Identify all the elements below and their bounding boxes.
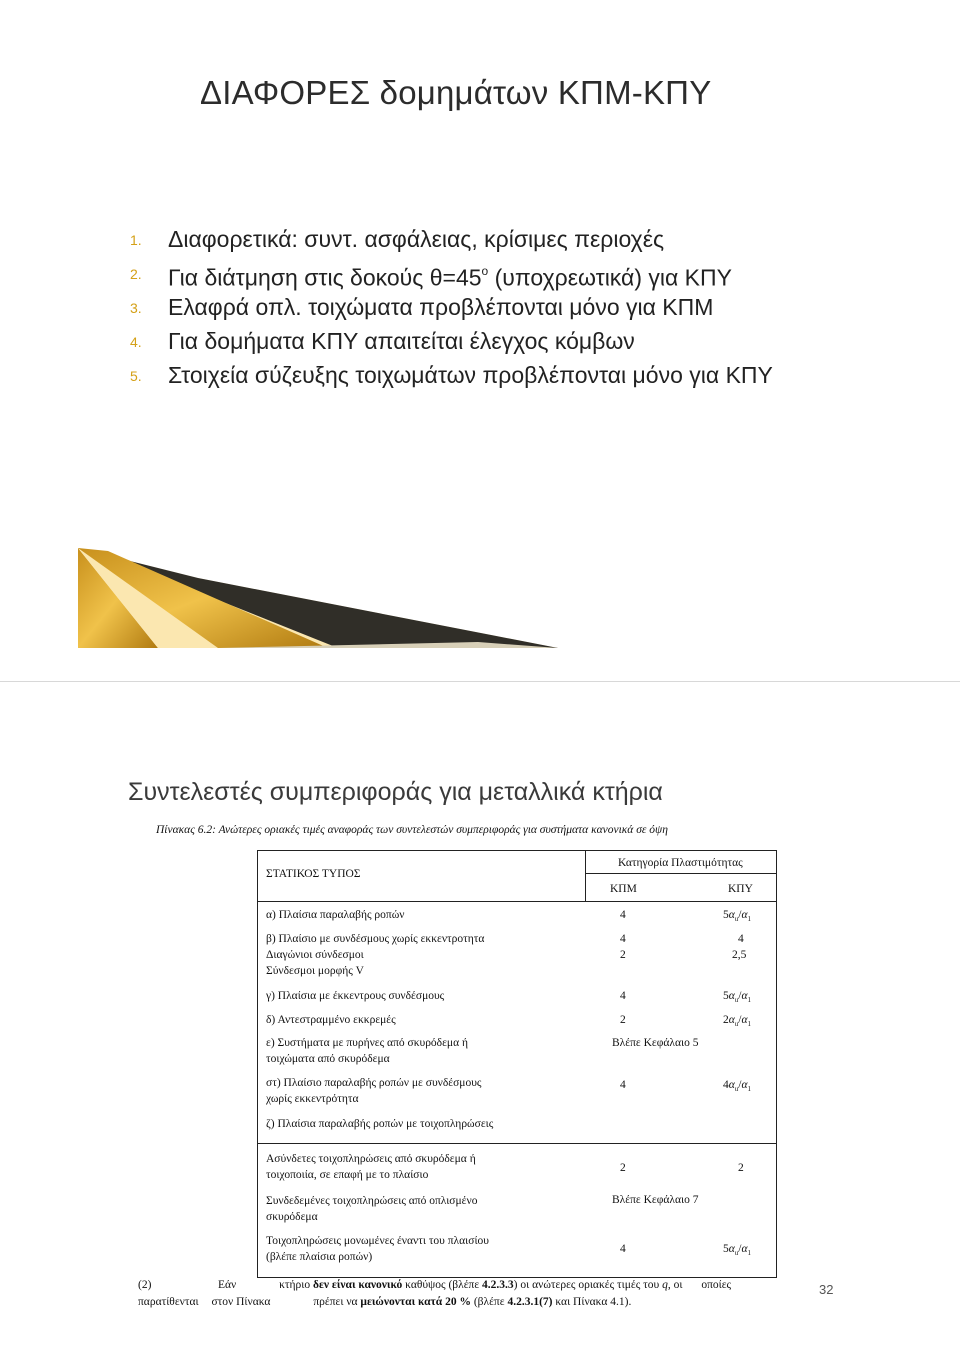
slide-2 [0, 682, 960, 1367]
row-g3-kpm: 4 [620, 1243, 626, 1255]
alpha-1: α [741, 1014, 748, 1026]
alpha-u: α [728, 1243, 735, 1255]
slash: / [738, 990, 742, 1002]
list-text-part: (υποχρεωτικά) για ΚΠΥ [488, 264, 732, 291]
list-text: Στοιχεία σύζευξης τοιχωμάτων προβλέπονται μόνο για ΚΠΥ [168, 362, 773, 388]
superscript: o [481, 264, 489, 278]
alpha-1: α [741, 990, 748, 1002]
footnote-line2 [138, 1296, 631, 1308]
slide-title: Συντελεστές συμπεριφοράς για μεταλλικά κτήρια [128, 778, 663, 806]
alpha-u: α [728, 990, 735, 1002]
list-text: Για δομήματα ΚΠΥ απαιτείται έλεγχος κόμβων [168, 328, 635, 354]
row-a-kpm: 4 [620, 909, 626, 921]
row-b-sub1: Διαγώνιοι σύνδεσμοι [266, 949, 364, 961]
coef: 4 [723, 1079, 729, 1091]
row-d-kpm: 2 [620, 1014, 626, 1026]
slide-1 [0, 0, 960, 680]
row-b-kpy2: 2,5 [732, 949, 747, 961]
list-text [168, 256, 732, 295]
alpha-u: α [728, 1014, 735, 1026]
row-a-label: α) Πλαίσια παραλαβής ροπών [266, 909, 405, 921]
list-number: 2. [130, 266, 142, 282]
row-b-kpm2: 2 [620, 949, 626, 961]
footnote-text: , οι [667, 1279, 683, 1291]
row-f-label-cont: χωρίς εκκεντρότητα [266, 1093, 359, 1105]
alpha-u-sub: u [734, 996, 739, 1004]
header-kpy: ΚΠΥ [728, 883, 753, 895]
row-e-label-cont: τοιχώματα από σκυρόδεμα [266, 1053, 390, 1065]
row-a-kpy [723, 909, 751, 921]
slash: / [738, 1243, 742, 1255]
alpha-1-sub: 1 [747, 1020, 752, 1028]
list-text: Διαφορετικά: συντ. ασφάλειας, κρίσιμες περιοχές [168, 226, 665, 252]
footnote-bold: μειώνονται κατά 20 % [360, 1296, 471, 1308]
row-divider [258, 1143, 776, 1144]
footnote-text: πρέπει να [313, 1296, 358, 1308]
footnote-text: παρατίθενται [138, 1296, 199, 1308]
row-e-label: ε) Συστήματα με πυρήνες από σκυρόδεμα ή [266, 1037, 469, 1049]
coef: 5 [723, 1243, 729, 1255]
footnote-line1 [218, 1279, 731, 1291]
page-number: 32 [819, 1282, 834, 1297]
alpha-1: α [741, 909, 748, 921]
coef: 2 [723, 1014, 729, 1026]
behavior-factor-table [257, 850, 777, 1278]
footnote-marker: (2) [138, 1279, 152, 1291]
footnote-text: οποίες [701, 1279, 732, 1291]
list-number: 4. [130, 334, 142, 350]
slash: / [738, 909, 742, 921]
alpha-u-sub: u [734, 1085, 739, 1093]
footnote-ref: 4.2.3.3 [482, 1279, 514, 1291]
row-f-label: στ) Πλαίσιο παραλαβής ροπών με συνδέσμους [266, 1077, 482, 1089]
header-divider [258, 901, 776, 902]
row-e-value: Βλέπε Κεφάλαιο 5 [612, 1037, 699, 1049]
row-b-sub2: Σύνδεσμοι μορφής V [266, 965, 364, 977]
alpha-u-sub: u [734, 1249, 739, 1257]
row-g1-kpy: 2 [738, 1162, 744, 1174]
alpha-u-sub: u [734, 915, 739, 923]
slash: / [738, 1014, 742, 1026]
alpha-1-sub: 1 [747, 915, 752, 923]
list-number: 5. [130, 368, 142, 384]
row-f-kpm: 4 [620, 1079, 626, 1091]
footnote-text: στον Πίνακα [211, 1296, 271, 1308]
alpha-u: α [728, 909, 735, 921]
header-category: Κατηγορία Πλαστιμότητας [618, 857, 743, 869]
row-g3-kpy [723, 1243, 751, 1255]
row-b-label: β) Πλαίσιο με συνδέσμους χωρίς εκκεντροτητα [266, 933, 485, 945]
row-c-kpm: 4 [620, 990, 626, 1002]
alpha-1: α [741, 1243, 748, 1255]
row-g3-label-cont: (βλέπε πλαίσια ροπών) [266, 1251, 373, 1263]
row-d-kpy [723, 1014, 751, 1026]
footnote-ref: 4.2.3.1(7) [507, 1296, 553, 1308]
row-f-kpy [723, 1079, 751, 1091]
alpha-u-sub: u [734, 1020, 739, 1028]
row-g3-label: Τοιχοπληρώσεις μονωμένες έναντι του πλαισίου [266, 1235, 489, 1247]
row-divider [585, 873, 777, 874]
decorative-swoosh [78, 548, 558, 648]
list-number: 3. [130, 300, 142, 316]
alpha-1-sub: 1 [747, 996, 752, 1004]
footnote-text: ) οι ανώτερες οριακές τιμές του [513, 1279, 660, 1291]
row-g2-value: Βλέπε Κεφάλαιο 7 [612, 1194, 699, 1206]
column-divider [585, 851, 586, 901]
list-text-part: Για διάτμηση στις δοκούς θ=45 [168, 264, 482, 291]
row-b-kpm1: 4 [620, 933, 626, 945]
alpha-1-sub: 1 [747, 1085, 752, 1093]
list-text: Ελαφρά οπλ. τοιχώματα προβλέπονται μόνο για ΚΠΜ [168, 294, 714, 320]
row-g-label: ζ) Πλαίσια παραλαβής ροπών με τοιχοπληρώσεις [266, 1118, 494, 1130]
footnote-text: καθύψος (βλέπε [405, 1279, 480, 1291]
row-g1-kpm: 2 [620, 1162, 626, 1174]
row-c-kpy [723, 990, 751, 1002]
row-b-kpy1: 4 [738, 933, 744, 945]
row-g2-label-cont: σκυρόδεμα [266, 1211, 318, 1223]
row-g2-label: Συνδεδεμένες τοιχοπληρώσεις από οπλισμένο [266, 1195, 478, 1207]
slash: / [738, 1079, 742, 1091]
footnote-text: και Πίνακα 4.1). [555, 1296, 632, 1308]
table-caption: Πίνακας 6.2: Ανώτερες οριακές τιμές αναφοράς των συντελεστών συμπεριφοράς για συστήματα κανονικά σε όψη [156, 824, 668, 836]
footnote-text: (βλέπε [473, 1296, 505, 1308]
list-number: 1. [130, 232, 142, 248]
row-d-label: δ) Αντεστραμμένο εκκρεμές [266, 1014, 396, 1026]
header-kpm: ΚΠΜ [610, 883, 637, 895]
footnote-bold: δεν είναι κανονικό [313, 1279, 403, 1291]
row-c-label: γ) Πλαίσια με έκκεντρους συνδέσμους [266, 990, 445, 1002]
row-g1-label-cont: τοιχοποιία, σε επαφή με το πλαίσιο [266, 1169, 429, 1181]
coef: 5 [723, 909, 729, 921]
alpha-u: α [728, 1079, 735, 1091]
header-type: ΣΤΑΤΙΚΟΣ ΤΥΠΟΣ [266, 868, 361, 880]
slide-title: ΔΙΑΦΟΡΕΣ δομημάτων ΚΠΜ-ΚΠΥ [200, 74, 712, 111]
footnote-q: q [662, 1279, 668, 1291]
footnote-text: κτήριο [279, 1279, 311, 1291]
footnote-text: Εάν [218, 1279, 237, 1291]
coef: 5 [723, 990, 729, 1002]
alpha-1-sub: 1 [747, 1249, 752, 1257]
row-g1-label: Ασύνδετες τοιχοπληρώσεις από σκυρόδεμα ή [266, 1153, 476, 1165]
alpha-1: α [741, 1079, 748, 1091]
